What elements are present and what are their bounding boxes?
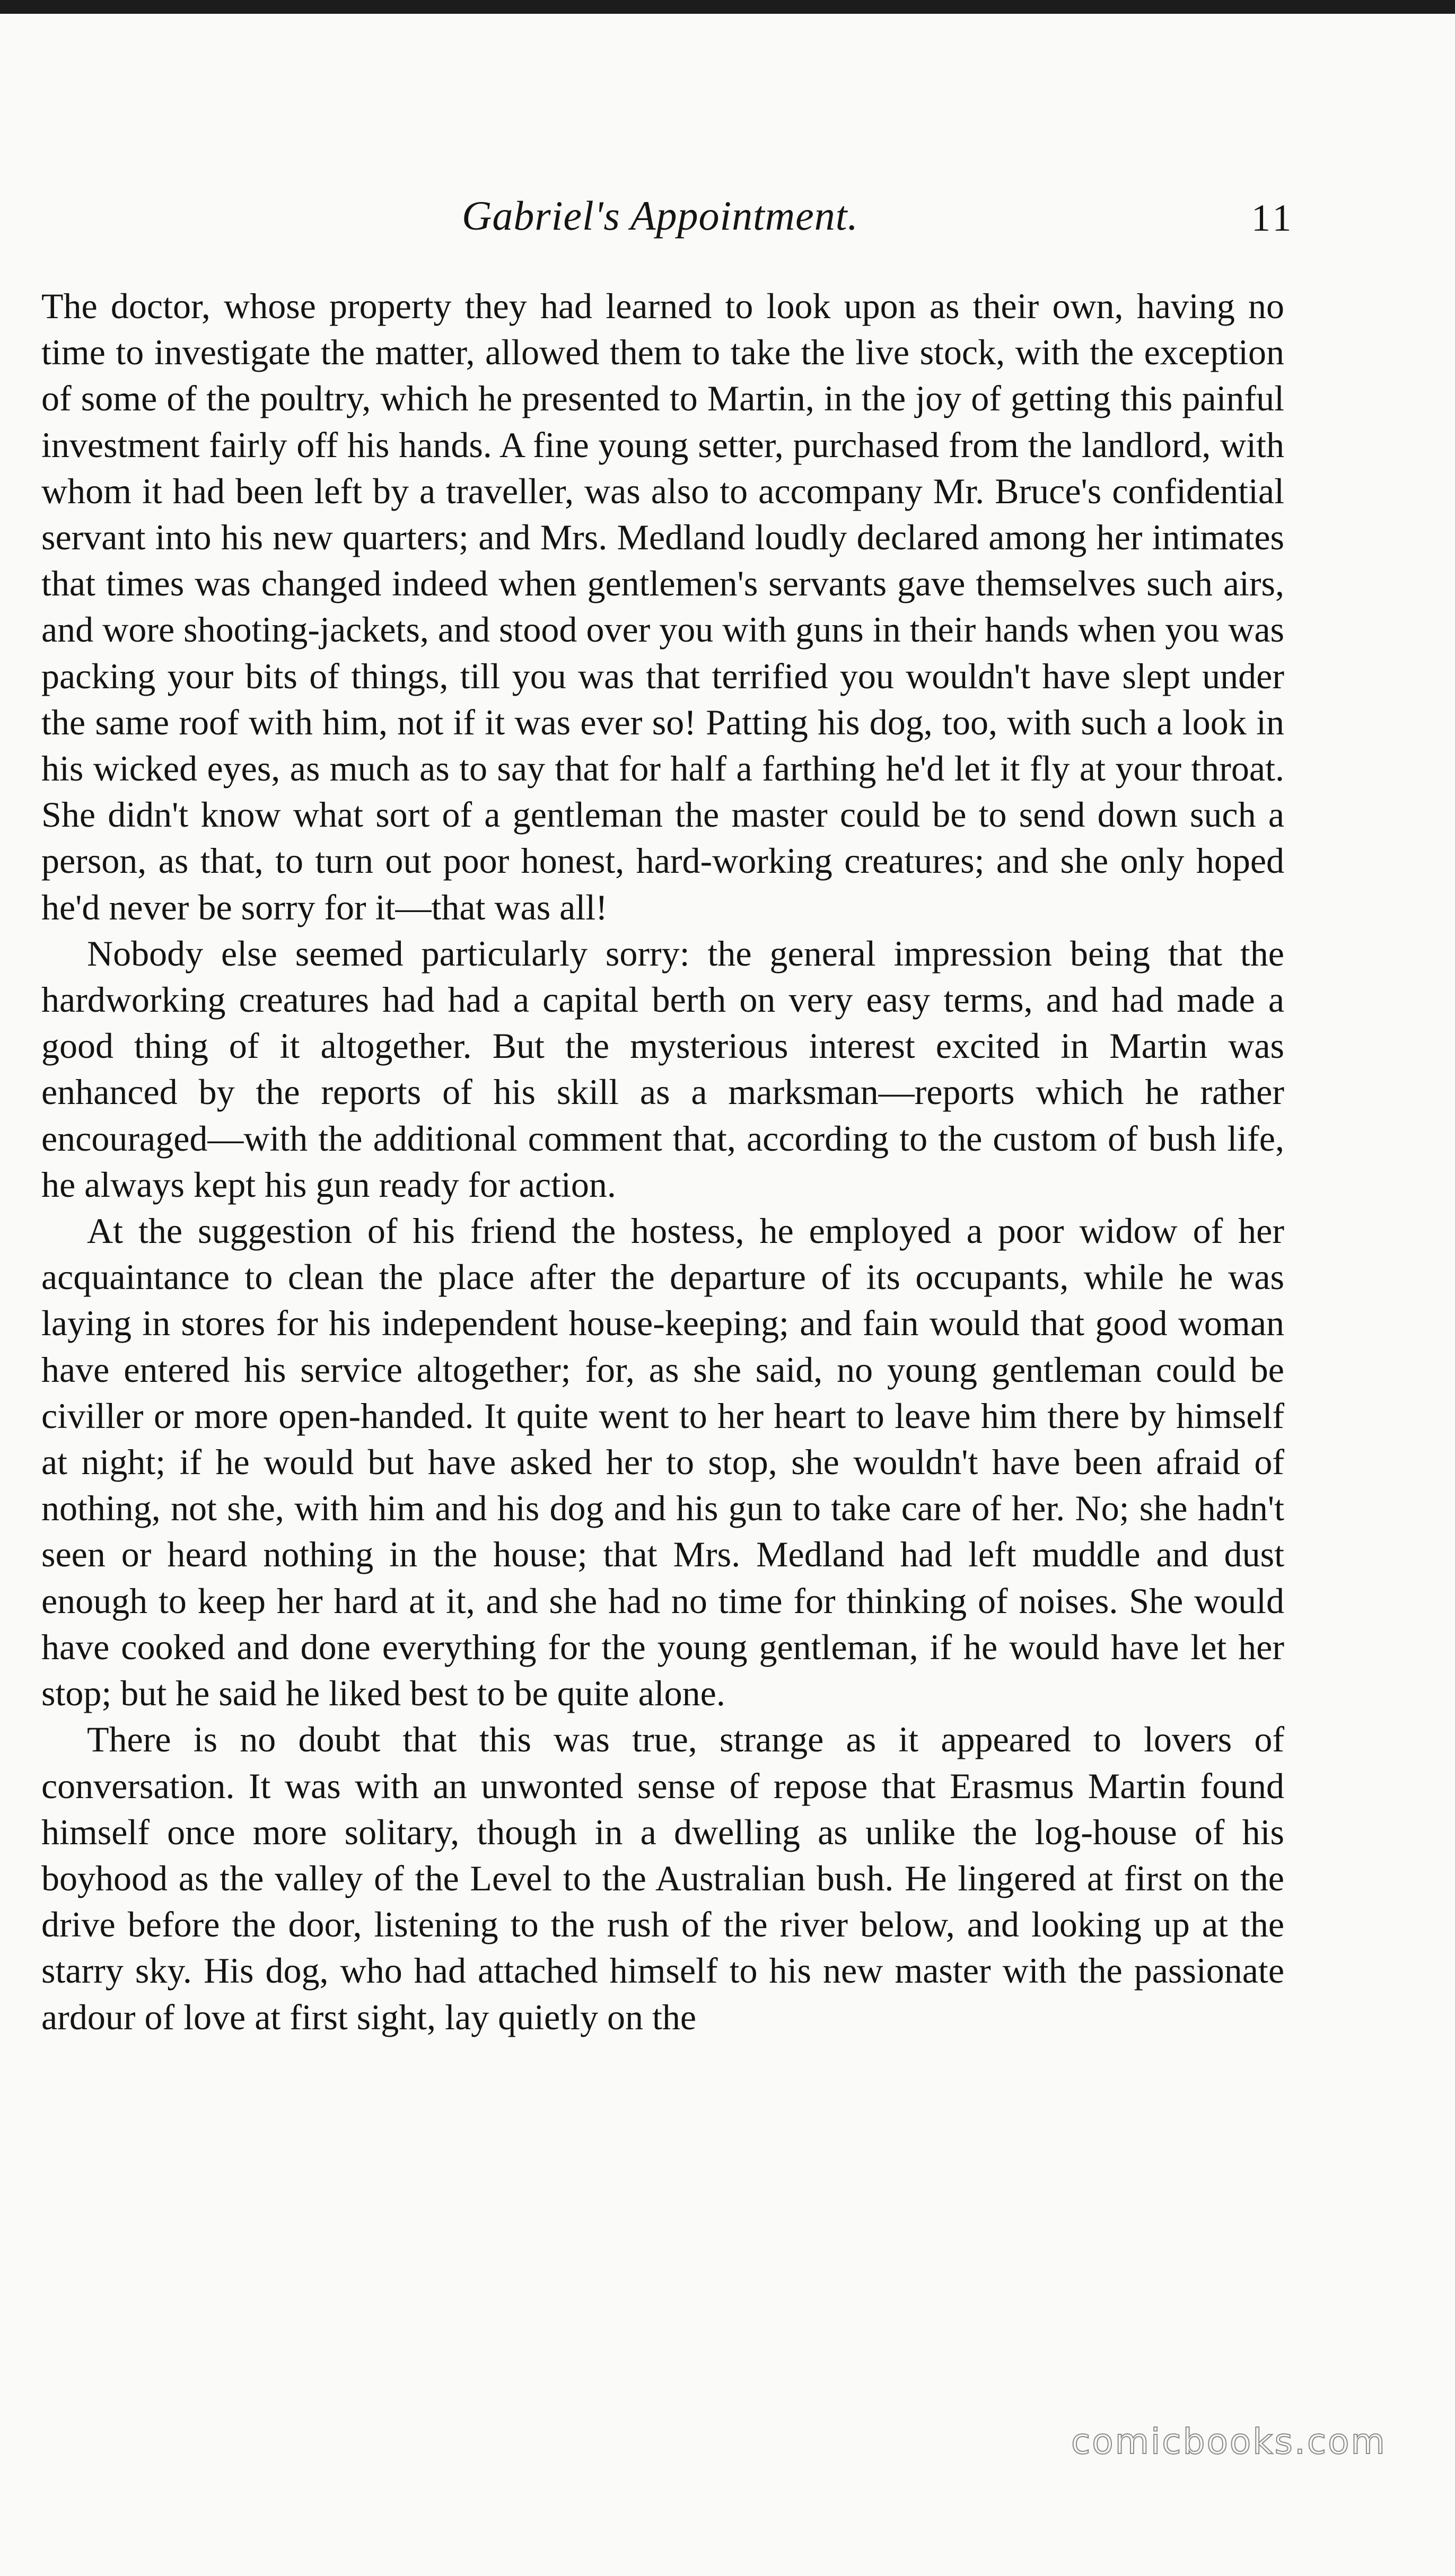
running-header — [37, 187, 1295, 250]
paragraph: At the suggestion of his friend the hostess, he employed a poor widow of her acquaintance to clean the place after the departure of its occupants, while he was laying in stores for his independent house-keeping; and fain would that good woman have entered his service altogether; for, as she said, no young gentleman could be civiller or more open-handed. It quite went to her heart to leave him there by himself at night; if he would but have asked her to stop, she wouldn't have been afraid of nothing, not she, with him and his dog and his gun to take care of her. No; she hadn't seen or heard nothing in the house; that Mrs. Medland had left muddle and dust enough to keep her hard at it, and she had no time for thinking of noises. She would have cooked and done everything for the young gentleman, if he would have let her stop; but he said he liked best to be quite alone. — [41, 1211, 1284, 1714]
page-number: 11 — [1251, 197, 1295, 239]
scan-top-edge — [0, 0, 1455, 14]
paragraph: There is no doubt that this was true, strange as it appeared to lovers of conversation. It was with an unwonted sense of repose that Erasmus Martin found himself once more solitary, though in a dwelling as unlike the log-house of his boyhood as the valley of the Level to the Australian bush. He lingered at first on the drive before the door, listening to the rush of the river below, and looking up at the starry sky. His dog, who had attached himself to his new master with the passionate ardour of love at first sight, lay quietly on the — [41, 1719, 1284, 2037]
paragraph: The doctor, whose property they had learned to look upon as their own, having no time to investigate the matter, allowed them to take the live stock, with the exception of some of the poultry, which he presented to Martin, in the joy of getting this painful investment fairly off his hands. A fine young setter, purchased from the landlord, with whom it had been left by a traveller, was also to accompany Mr. Bruce's confidential servant into his new quarters; and Mrs. Medland loudly declared among her intimates that times was changed indeed when gentlemen's servants gave themselves such airs, and wore shooting-jackets, and stood over you with guns in their hands when you was packing your bits of things, till you was that terrified you wouldn't have slept under the same roof with him, not if it was ever so! Patting his dog, too, with such a look in his wicked eyes, as much as to say that for half a farthing he'd let it fly at your throat. She didn't know what sort of a gentleman the master could be to send down such a person, as that, to turn out poor honest, hard-working creatures; and she only hoped he'd never be sorry for it—that was all! — [41, 286, 1284, 927]
watermark: comicbooks.com — [1071, 2421, 1387, 2462]
paragraph: Nobody else seemed particularly sorry: the general impression being that the hardworking creatures had had a capital berth on very easy terms, and had made a good thing of it altogether. But the mysterious interest excited in Martin was enhanced by the reports of his skill as a marksman—reports which he rather encouraged—with the additional comment that, according to the custom of bush life, he always kept his gun ready for action. — [41, 933, 1284, 1205]
running-title: Gabriel's Appointment. — [462, 192, 858, 239]
body-text — [41, 283, 1284, 2040]
